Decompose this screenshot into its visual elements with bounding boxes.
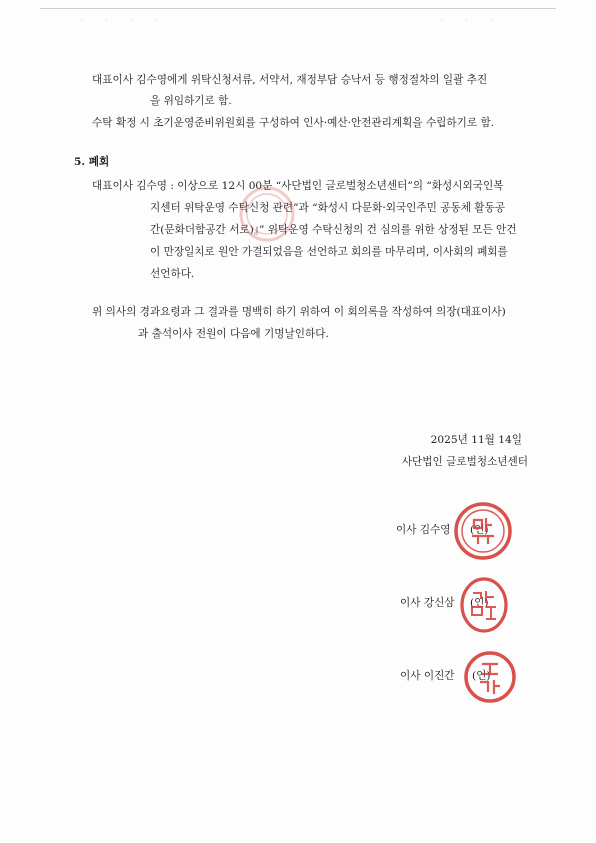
scan-artifact: · · · · — [80, 16, 168, 25]
signature-name-2: 이사 강신삼 — [400, 597, 455, 609]
seal-mark-1: (인) — [470, 524, 489, 536]
signature-name-1: 이사 김수영 — [396, 524, 451, 536]
section5-line2: 지센터 위탁운영 수탁신청 관련”과 “화성시 다문화·외국인주민 공동체 활동공 — [150, 202, 506, 214]
organization-name: 사단법인 글로벌청소년센터 — [401, 456, 528, 468]
section5-line5: 선언하다. — [150, 268, 195, 280]
document-date: 2025년 11월 14일 — [430, 434, 522, 446]
section5-line4: 이 만장일치로 원안 가결되었음을 선언하고 회의를 마무리며, 이사회의 폐회를 — [150, 246, 508, 258]
scan-artifact: · · · — [440, 16, 503, 25]
section4-item1-line2: 을 위임하기로 함. — [150, 95, 232, 107]
seal-stamp-icon — [452, 500, 514, 562]
closing-line2: 과 출석이사 전원이 다음에 기명날인하다. — [138, 328, 329, 340]
section5-line1: 대표이사 김수영 : 이상으로 12시 00분 “사단법인 글로벌청소년센터”의 “화성시외국인복 — [92, 180, 504, 192]
section5-line3: 간(문화더함공간 서로)』” 위탁운영 수탁신청의 건 심의를 위한 상정된 모든 안건 — [150, 224, 517, 236]
page-top-border — [40, 8, 556, 9]
seal-mark-2: (인) — [470, 597, 489, 609]
signature-name-3: 이사 이진간 — [400, 670, 455, 682]
seal-mark-3: (인) — [472, 670, 491, 682]
seal-stamp-icon — [462, 648, 518, 706]
seal-stamp-icon — [458, 575, 510, 635]
closing-line1: 위 의사의 경과요령과 그 결과를 명백히 하기 위하여 이 회의록을 작성하여 의장(대표이사) — [92, 306, 506, 318]
section5-heading: 5. 폐회 — [74, 156, 110, 168]
faded-seal-stamp — [232, 184, 302, 244]
section4-item2: 수탁 확정 시 초기운영준비위원회를 구성하여 인사·예산·안전관리계획을 수립하기로 함. — [92, 117, 495, 129]
section4-item1-line1: 대표이사 김수영에게 위탁신청서류, 서약서, 재정부담 승낙서 등 행정절차의 일괄 추진 — [92, 74, 488, 86]
